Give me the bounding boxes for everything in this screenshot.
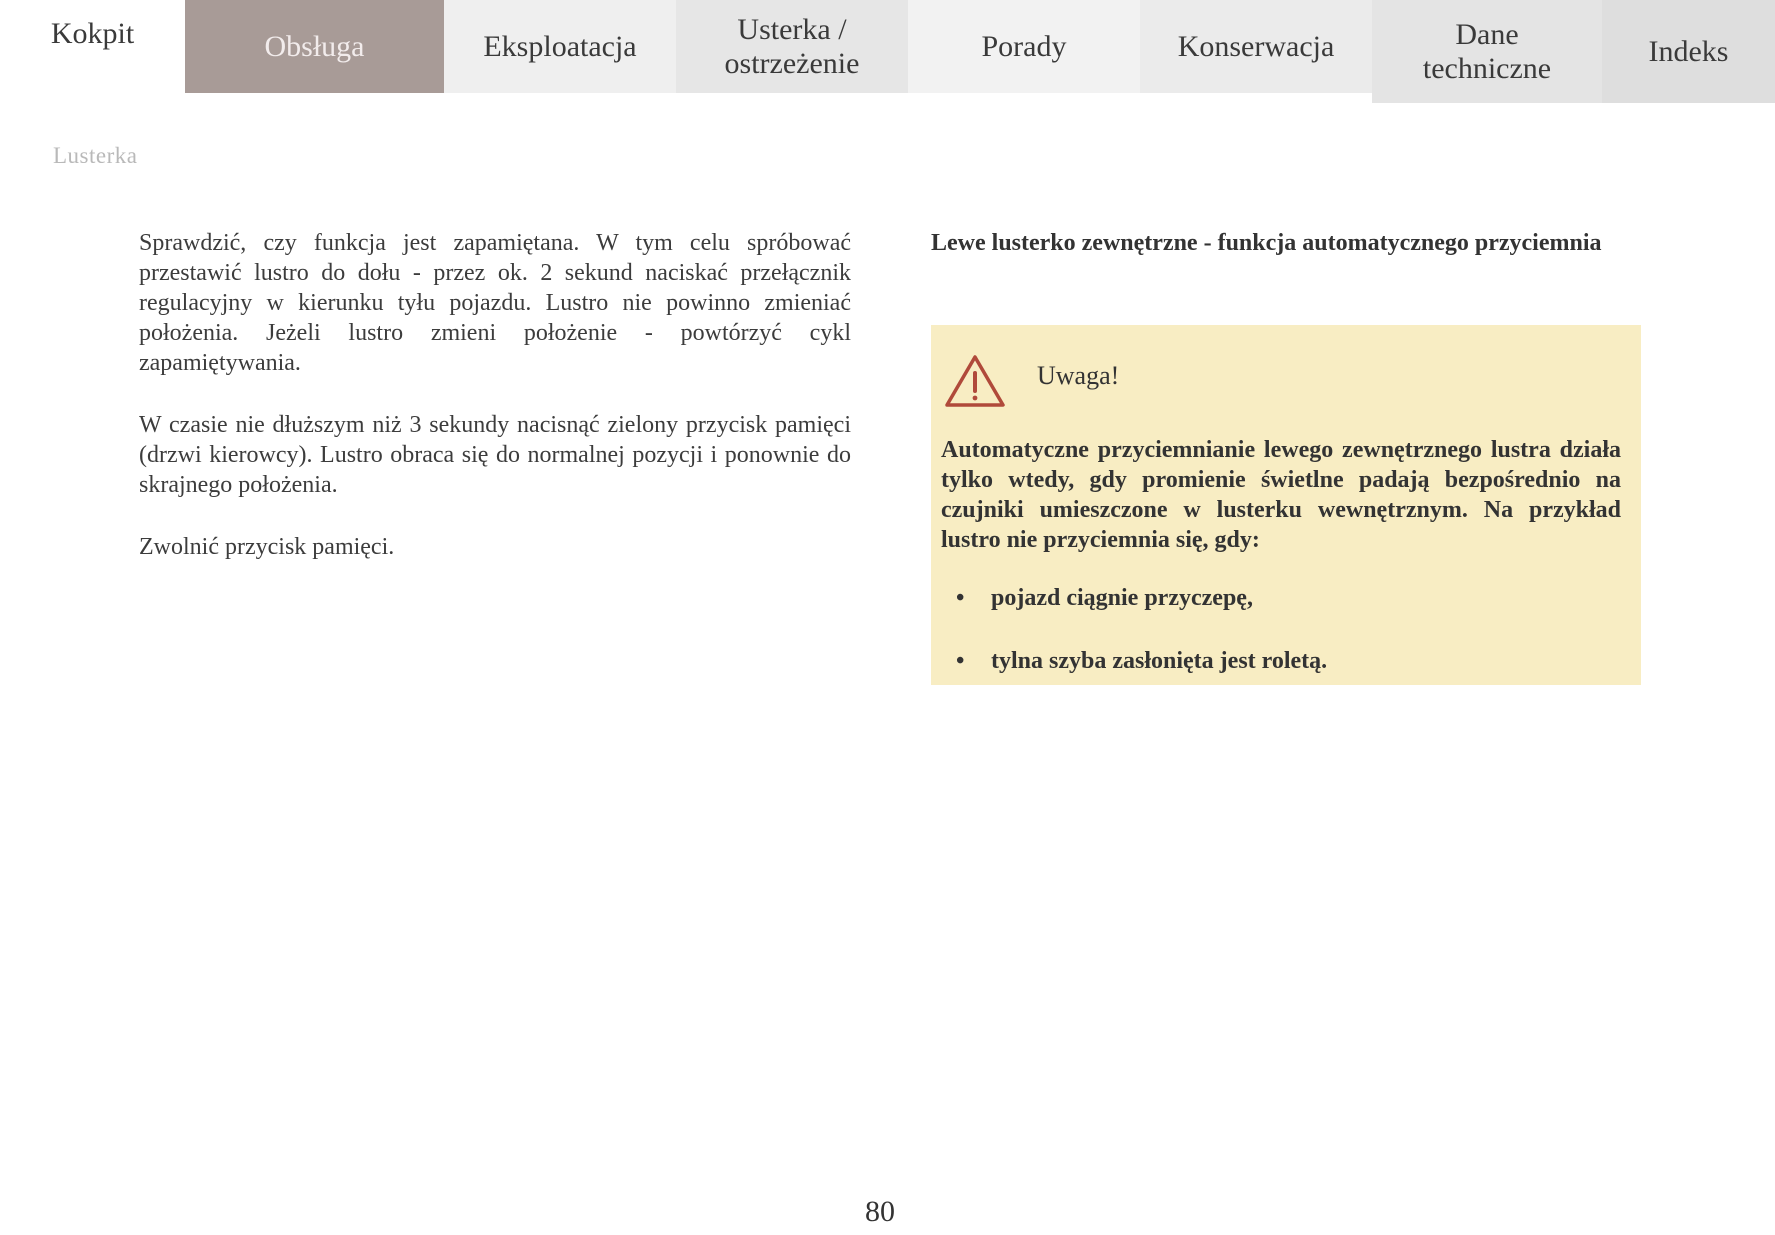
list-item [941,646,1621,676]
tab-porady[interactable] [908,0,1140,93]
left-column [139,228,851,594]
tab-dane-techniczne[interactable] [1372,0,1602,103]
tab-label: Dane techniczne [1422,17,1552,85]
tab-obsluga[interactable] [185,0,444,93]
paragraph: Sprawdzić, czy funkcja jest zapamiętana. W tym celu spróbować przestawić lustro do dołu - przez ok. 2 sekund naciskać przełącznik regulacyjny w kierunku tyłu pojazdu. Lustro nie powinno zmieniać położenia. Jeżeli lustro zmieni położenie - powtórzyć cykl zapamiętywania. [139,230,851,376]
tab-label: Obsługa [264,29,365,63]
tab-usterka-ostrzezenie[interactable] [676,0,908,93]
tab-konserwacja[interactable] [1140,0,1372,93]
tab-label: Eksploatacja [483,29,637,63]
section-label: Lusterka [53,143,138,168]
warning-box [931,325,1641,685]
tab-eksploatacja[interactable] [444,0,676,93]
paragraph: Zwolnić przycisk pamięci. [139,534,395,560]
tab-kokpit[interactable] [0,0,185,68]
list-item-text: tylna szyba zasłonięta jest roletą. [991,648,1328,674]
chapter-tab-bar [0,0,1775,100]
page-number: 80 [865,1195,895,1228]
warning-header [941,349,1621,413]
right-column [931,228,1641,258]
list-item-text: pojazd ciągnie przyczepę, [991,585,1253,611]
tab-label: Usterka / ostrzeżenie [724,12,860,80]
warning-text: Automatyczne przyciemnianie lewego zewnętrznego lustra działa tylko wtedy, gdy promienie świetlne padają bezpośrednio na czujniki umieszczone w lusterku wewnętrznym. Na przykład lustro nie przyciemnia się, gdy: [941,437,1621,553]
list-item [941,583,1621,613]
warning-list [941,583,1621,676]
section-heading: Lewe lusterko zewnętrzne - funkcja automatycznego przyciemnia [931,230,1602,256]
tab-label: Konserwacja [1177,29,1335,63]
tab-label: Porady [981,29,1067,63]
warning-triangle-icon [943,353,1007,409]
paragraph: W czasie nie dłuższym niż 3 sekundy nacisnąć zielony przycisk pamięci (drzwi kierowcy). Lustro obraca się do normalnej pozycji i ponownie do skrajnego położenia. [139,412,851,498]
tab-indeks[interactable] [1602,0,1775,103]
warning-title: Uwaga! [1037,361,1120,390]
tab-label: Kokpit [50,17,135,50]
bullet-icon: • [956,648,965,674]
bullet-icon: • [956,585,965,611]
tab-label: Indeks [1648,34,1729,68]
